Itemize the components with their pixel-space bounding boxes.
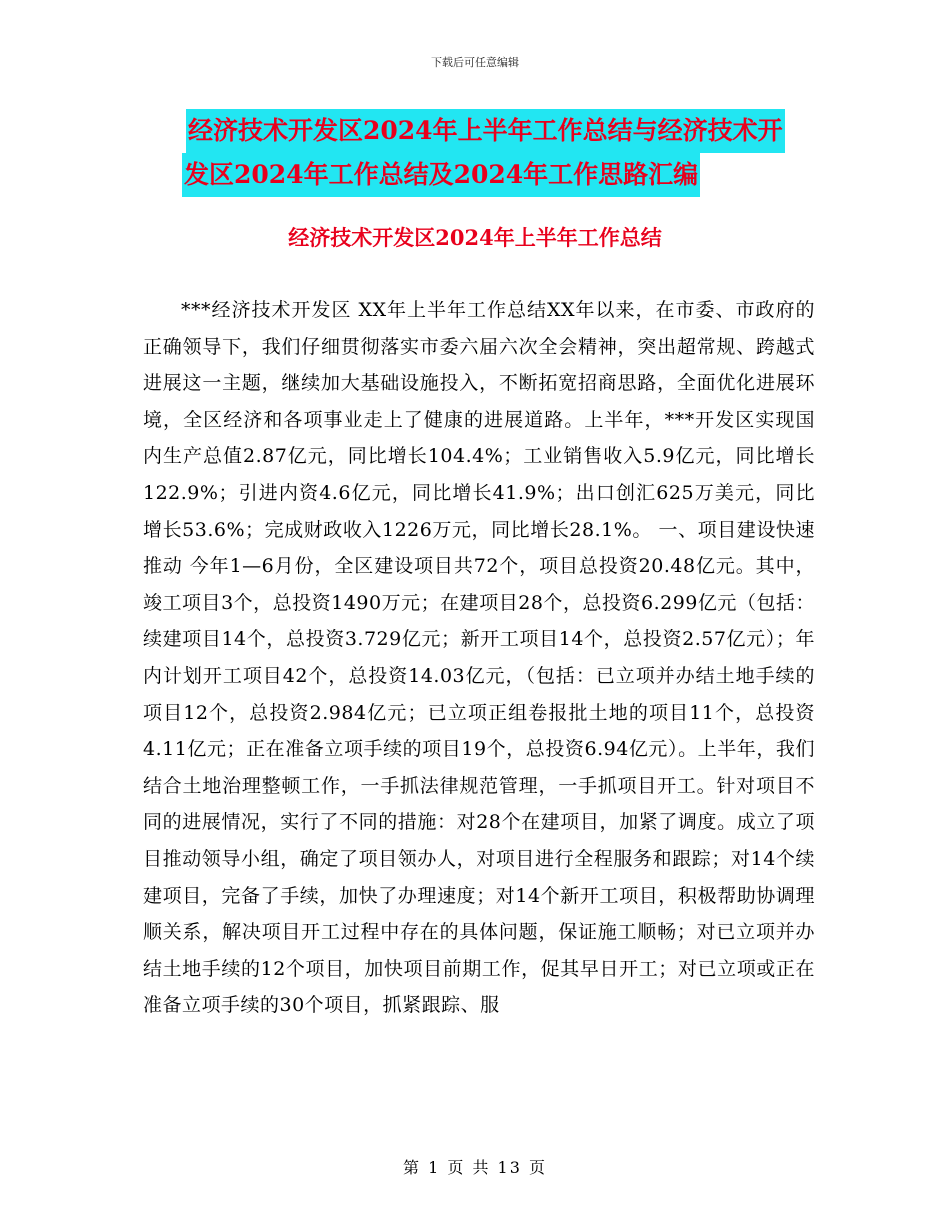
document-title: [186, 109, 826, 197]
page-number-footer: 第 1 页 共 13 页: [403, 1158, 547, 1177]
section-title: 经济技术开发区2024年上半年工作总结: [288, 225, 662, 250]
body-paragraph: ***经济技术开发区 XX年上半年工作总结XX年以来，在市委、市政府的正确领导下，我们仔细贯彻落实市委六届六次全会精神，突出超常规、跨越式进展这一主题，继续加大基础设施投入，不断拓宽招商思路，全面优化进展环境，全区经济和各项事业走上了健康的进展道路。上半年，***开发区实现国内生产总值2.87亿元，同比增长104.4%；工业销售收入5.9亿元，同比增长122.9%；引进内资4.6亿元，同比增长41.9%；出口创汇625万美元，同比增长53.6%；完成财政收入1226万元，同比增长28.1%。 一、项目建设快速推动 今年1—6月份，全区建设项目共72个，项目总投资20.48亿元。其中，竣工项目3个，总投资1490万元；在建项目28个，总投资6.299亿元（包括：续建项目14个，总投资3.729亿元；新开工项目14个，总投资2.57亿元）；年内计划开工项目42个，总投资14.03亿元，（包括：已立项并办结土地手续的项目12个，总投资2.984亿元；已立项正组卷报批土地的项目11个，总投资4.11亿元；正在准备立项手续的项目19个，总投资6.94亿元）。上半年，我们结合土地治理整顿工作，一手抓法律规范管理，一手抓项目开工。针对项目不同的进展情况，实行了不同的措施：对28个在建项目，加紧了调度。成立了项目推动领导小组，确定了项目领办人，对项目进行全程服务和跟踪；对14个续建项目，完备了手续，加快了办理速度；对14个新开工项目，积极帮助协调理顺关系，解决项目开工过程中存在的具体问题，保证施工顺畅；对已立项并办结土地手续的12个项目，加快项目前期工作，促其早日开工；对已立项或正在准备立项手续的30个项目，抓紧跟踪、服: [143, 299, 815, 1017]
page-header-note: 下载后可任意编辑: [431, 56, 519, 69]
document-title-line-2: 发区2024年工作总结及2024年工作思路汇编: [182, 153, 700, 197]
document-title-line-1: 经济技术开发区2024年上半年工作总结与经济技术开: [186, 109, 785, 153]
